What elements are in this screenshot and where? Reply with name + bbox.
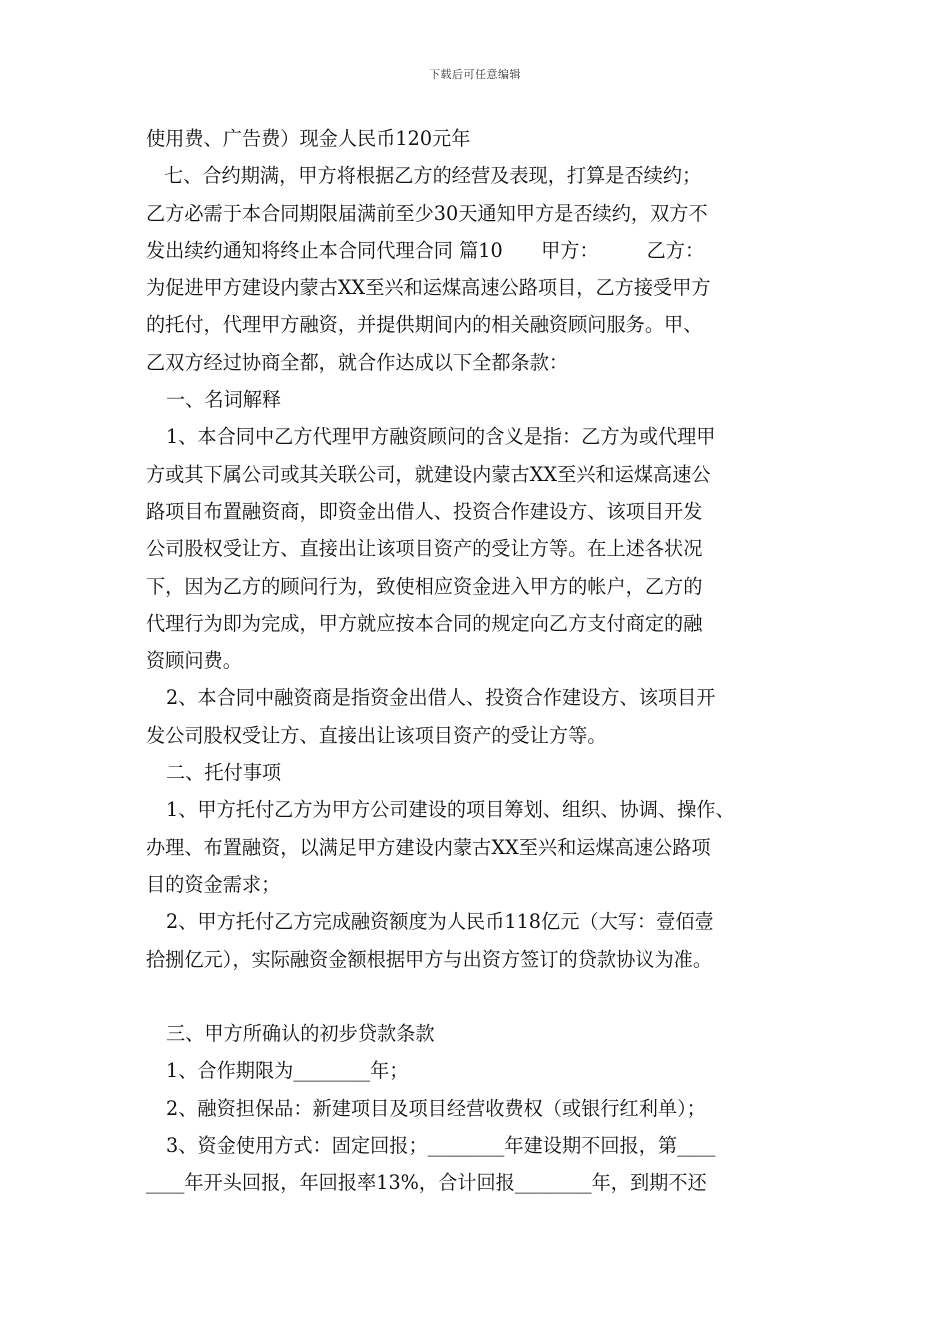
text-line: 乙双方经过协商全都，就合作达成以下全都条款： [146,350,569,374]
text-line: 路项目布置融资商，即资金出借人、投资合作建设方、该项目开发 [146,499,703,523]
text-line: 代理行为即为完成，甲方就应按本合同的规定向乙方支付商定的融 [146,611,703,635]
text-line: 办理、布置融资，以满足甲方建设内蒙古XX至兴和运煤高速公路项 [146,835,711,859]
text-line: 方或其下属公司或其关联公司，就建设内蒙古XX至兴和运煤高速公 [146,462,711,486]
text-line: 七、合约期满，甲方将根据乙方的经营及表现，打算是否续约； [164,164,702,188]
text-line: 资顾问费。 [146,649,242,673]
text-line: 2、融资担保品：新建项目及项目经营收费权（或银行红利单）； [166,1096,706,1120]
text-line: 发出续约通知将终止本合同代理合同 篇10 甲方： 乙方： [146,238,705,262]
text-line: 的托付，代理甲方融资，并提供期间内的相关融资顾问服务。甲、 [146,313,703,337]
page-header: 下载后可任意编辑 [429,68,521,81]
text-line: 下，因为乙方的顾问行为，致使相应资金进入甲方的帐户，乙方的 [146,574,703,598]
text-line: 乙方必需于本合同期限届满前至少30天通知甲方是否续约，双方不 [146,201,708,225]
text-line: ____年开头回报，年回报率13%，合计回报________年，到期不还 [146,1171,707,1195]
text-line: 1、本合同中乙方代理甲方融资顾问的含义是指：乙方为或代理甲 [166,425,716,449]
text-line: 发公司股权受让方、直接出让该项目资产的受让方等。 [146,723,607,747]
section-heading: 二、托付事项 [166,761,282,785]
contract-body [146,120,836,1202]
text-line: 公司股权受让方、直接出让该项目资产的受让方等。在上述各状况 [146,537,703,561]
text-line: 使用费、广告费）现金人民币120元年 [146,127,471,150]
text-line: 2、本合同中融资商是指资金出借人、投资合作建设方、该项目开 [166,686,716,710]
text-line: 1、甲方托付乙方为甲方公司建设的项目筹划、组织、协调、操作、 [166,798,735,822]
blank-line [146,978,836,1015]
section-heading: 三、甲方所确认的初步贷款条款 [166,1022,435,1046]
text-line: 为促进甲方建设内蒙古XX至兴和运煤高速公路项目，乙方接受甲方 [146,276,711,300]
text-line: 目的资金需求； [146,872,281,896]
text-line: 3、资金使用方式：固定回报；________年建设期不回报，第____ [166,1134,716,1158]
text-line: 1、合作期限为________年； [166,1059,409,1083]
text-line: 拾捌亿元），实际融资金额根据甲方与出资方签订的贷款协议为准。 [146,947,713,971]
text-line: 2、甲方托付乙方完成融资额度为人民币118亿元（大写：壹佰壹 [166,910,714,934]
section-heading: 一、名词解释 [166,388,282,412]
